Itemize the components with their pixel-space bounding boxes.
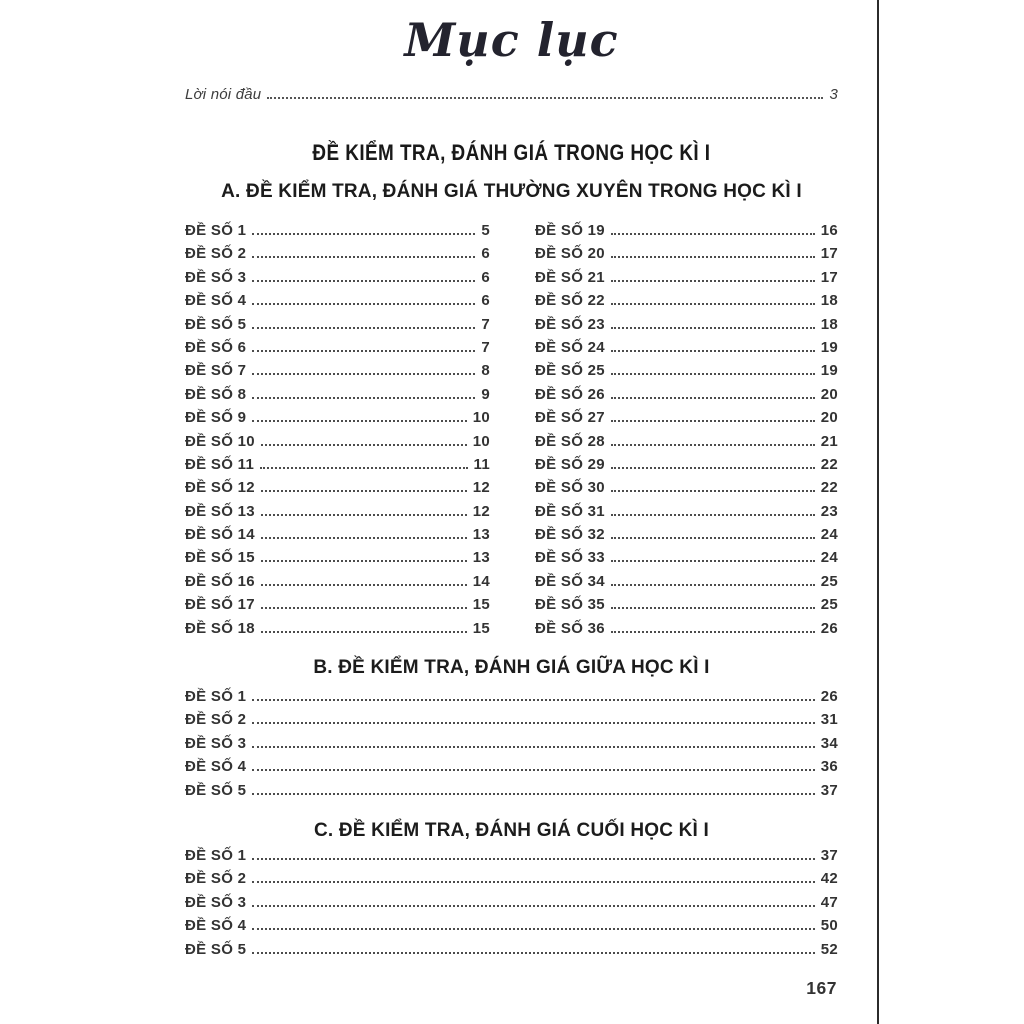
entry-label: ĐỀ SỐ 26	[535, 385, 605, 403]
entry-label: ĐỀ SỐ 6	[185, 338, 247, 356]
entry-page: 8	[481, 362, 490, 380]
dotted-leader	[611, 233, 815, 235]
entry-label: ĐỀ SỐ 5	[185, 781, 247, 799]
entry-page: 6	[481, 268, 490, 286]
section-a-entries	[185, 222, 838, 643]
entry-label: ĐỀ SỐ 25	[535, 362, 605, 380]
dotted-leader	[611, 397, 815, 399]
entry-label: ĐỀ SỐ 3	[185, 268, 247, 286]
dotted-leader	[611, 420, 815, 422]
dotted-leader	[611, 607, 815, 609]
toc-entry	[535, 269, 838, 292]
toc-entry	[185, 870, 838, 893]
entry-page: 17	[820, 268, 838, 286]
entry-page: 19	[820, 362, 838, 380]
entry-label: ĐỀ SỐ 4	[185, 758, 247, 776]
dotted-leader	[611, 327, 815, 329]
entry-label: ĐỀ SỐ 27	[535, 409, 605, 427]
section-heading-a: A. ĐỀ KIỂM TRA, ĐÁNH GIÁ THƯỜNG XUYÊN TRONG HỌC KÌ I	[221, 181, 802, 202]
dotted-leader	[252, 769, 814, 771]
toc-entry	[185, 596, 490, 619]
section-heading-c: C. ĐỀ KIỂM TRA, ĐÁNH GIÁ CUỐI HỌC KÌ I	[314, 820, 709, 841]
entry-label: ĐỀ SỐ 22	[535, 292, 605, 310]
entry-page: 20	[820, 409, 838, 427]
toc-entry	[185, 503, 490, 526]
dotted-leader	[261, 607, 467, 609]
toc-entry	[185, 941, 838, 964]
entry-page: 22	[820, 455, 838, 473]
dotted-leader	[252, 793, 814, 795]
dotted-leader	[261, 584, 467, 586]
entry-page: 17	[820, 245, 838, 263]
dotted-leader	[611, 256, 815, 258]
toc-entry	[185, 688, 838, 711]
toc-entry	[185, 573, 490, 596]
toc-entry	[535, 386, 838, 409]
toc-entry	[535, 596, 838, 619]
entry-label: ĐỀ SỐ 16	[185, 572, 255, 590]
entry-label: ĐỀ SỐ 5	[185, 940, 247, 958]
toc-entry	[535, 409, 838, 432]
dotted-leader	[611, 350, 815, 352]
toc-column-left	[185, 222, 490, 643]
toc-entry	[185, 245, 490, 268]
toc-entry	[185, 479, 490, 502]
entry-page: 14	[472, 572, 490, 590]
dotted-leader	[611, 537, 815, 539]
entry-label: ĐỀ SỐ 2	[185, 711, 247, 729]
dotted-leader	[611, 303, 815, 305]
entry-label: ĐỀ SỐ 15	[185, 549, 255, 567]
entry-label: ĐỀ SỐ 1	[185, 847, 247, 864]
entry-label: ĐỀ SỐ 31	[535, 502, 605, 520]
entry-label: ĐỀ SỐ 18	[185, 619, 255, 637]
dotted-leader	[611, 444, 815, 446]
dotted-leader	[611, 560, 815, 562]
entry-page: 19	[820, 338, 838, 356]
toc-entry	[535, 316, 838, 339]
dotted-leader	[252, 952, 814, 954]
entry-label: ĐỀ SỐ 20	[535, 245, 605, 263]
entry-page: 31	[820, 711, 838, 729]
entry-page: 10	[472, 409, 490, 427]
preface-page: 3	[829, 86, 838, 103]
toc-entry	[535, 362, 838, 385]
entry-page: 16	[820, 222, 838, 239]
entry-page: 7	[481, 338, 490, 356]
dotted-leader	[611, 280, 815, 282]
entry-page: 9	[481, 385, 490, 403]
preface-label: Lời nói đầu	[185, 86, 262, 103]
entry-page: 50	[820, 917, 838, 935]
entry-page: 26	[820, 688, 838, 705]
entry-label: ĐỀ SỐ 36	[535, 619, 605, 637]
page-number-footer: 167	[806, 978, 837, 998]
entry-page: 21	[820, 432, 838, 450]
toc-entry	[535, 222, 838, 245]
entry-page: 13	[472, 526, 490, 544]
toc-entry	[535, 479, 838, 502]
dotted-leader	[267, 97, 823, 99]
toc-entry	[185, 526, 490, 549]
entry-page: 23	[820, 502, 838, 520]
toc-entry	[185, 433, 490, 456]
toc-entry	[535, 549, 838, 572]
section-b-entries	[185, 688, 838, 805]
entry-page: 34	[820, 734, 838, 752]
entry-label: ĐỀ SỐ 7	[185, 362, 247, 380]
toc-entry	[185, 409, 490, 432]
dotted-leader	[252, 397, 475, 399]
dotted-leader	[261, 514, 467, 516]
toc-entry	[185, 549, 490, 572]
entry-label: ĐỀ SỐ 23	[535, 315, 605, 333]
part-title-text: ĐỀ KIỂM TRA, ĐÁNH GIÁ TRONG HỌC KÌ I	[312, 140, 711, 165]
dotted-leader	[261, 631, 467, 633]
dotted-leader	[252, 928, 814, 930]
entry-label: ĐỀ SỐ 13	[185, 502, 255, 520]
entry-page: 37	[820, 847, 838, 864]
entry-label: ĐỀ SỐ 3	[185, 734, 247, 752]
toc-entry	[185, 362, 490, 385]
toc-entry	[185, 316, 490, 339]
toc-entry	[185, 386, 490, 409]
entry-page: 12	[472, 502, 490, 520]
toc-entry	[185, 917, 838, 940]
entry-page: 6	[481, 292, 490, 310]
dotted-leader	[261, 490, 467, 492]
entry-page: 7	[481, 315, 490, 333]
entry-label: ĐỀ SỐ 1	[185, 688, 247, 705]
entry-label: ĐỀ SỐ 21	[535, 268, 605, 286]
entry-label: ĐỀ SỐ 34	[535, 572, 605, 590]
toc-entry	[535, 503, 838, 526]
entry-label: ĐỀ SỐ 11	[185, 455, 255, 473]
dotted-leader	[260, 467, 467, 469]
entry-label: ĐỀ SỐ 2	[185, 245, 247, 263]
preface-row	[185, 86, 838, 108]
entry-page: 25	[820, 572, 838, 590]
entry-page: 11	[473, 455, 490, 473]
toc-entry	[185, 735, 838, 758]
entry-page: 15	[472, 596, 490, 614]
entry-page: 52	[820, 940, 838, 958]
entry-page: 47	[820, 893, 838, 911]
page-title: Mục lục	[404, 13, 619, 67]
toc-entry	[185, 847, 838, 870]
dotted-leader	[611, 490, 815, 492]
entry-label: ĐỀ SỐ 8	[185, 385, 247, 403]
dotted-leader	[252, 280, 475, 282]
toc-entry	[535, 245, 838, 268]
dotted-leader	[252, 905, 814, 907]
entry-page: 42	[820, 870, 838, 888]
dotted-leader	[261, 444, 467, 446]
entry-label: ĐỀ SỐ 5	[185, 315, 247, 333]
entry-label: ĐỀ SỐ 35	[535, 596, 605, 614]
entry-page: 5	[481, 222, 490, 239]
entry-page: 12	[472, 479, 490, 497]
entry-page: 10	[472, 432, 490, 450]
entry-page: 13	[472, 549, 490, 567]
toc-entry	[185, 894, 838, 917]
entry-label: ĐỀ SỐ 10	[185, 432, 255, 450]
toc-entry	[185, 620, 490, 643]
dotted-leader	[252, 722, 814, 724]
entry-label: ĐỀ SỐ 2	[185, 870, 247, 888]
entry-page: 24	[820, 549, 838, 567]
dotted-leader	[252, 858, 814, 860]
dotted-leader	[252, 233, 475, 235]
toc-content	[185, 0, 838, 1024]
dotted-leader	[252, 420, 466, 422]
toc-entry	[185, 758, 838, 781]
dotted-leader	[611, 584, 815, 586]
dotted-leader	[252, 881, 814, 883]
dotted-leader	[252, 373, 475, 375]
toc-entry	[535, 292, 838, 315]
toc-entry	[535, 526, 838, 549]
toc-entry	[185, 292, 490, 315]
dotted-leader	[252, 327, 475, 329]
toc-entry	[535, 433, 838, 456]
entry-label: ĐỀ SỐ 3	[185, 893, 247, 911]
section-heading-b: B. ĐỀ KIỂM TRA, ĐÁNH GIÁ GIỮA HỌC KÌ I	[313, 657, 710, 678]
toc-entry	[535, 339, 838, 362]
entry-page: 37	[820, 781, 838, 799]
entry-page: 36	[820, 758, 838, 776]
dotted-leader	[611, 373, 815, 375]
entry-page: 18	[820, 315, 838, 333]
entry-page: 25	[820, 596, 838, 614]
entry-label: ĐỀ SỐ 14	[185, 526, 255, 544]
part-title	[185, 139, 838, 166]
dotted-leader	[611, 631, 815, 633]
entry-label: ĐỀ SỐ 19	[535, 222, 605, 239]
dotted-leader	[252, 256, 475, 258]
entry-label: ĐỀ SỐ 29	[535, 455, 605, 473]
dotted-leader	[611, 467, 815, 469]
dotted-leader	[261, 537, 467, 539]
entry-label: ĐỀ SỐ 9	[185, 409, 247, 427]
dotted-leader	[252, 746, 814, 748]
entry-label: ĐỀ SỐ 1	[185, 222, 247, 239]
entry-label: ĐỀ SỐ 24	[535, 338, 605, 356]
toc-entry	[185, 782, 838, 805]
toc-entry	[185, 339, 490, 362]
entry-label: ĐỀ SỐ 12	[185, 479, 255, 497]
toc-entry	[185, 456, 490, 479]
toc-entry	[185, 711, 838, 734]
entry-label: ĐỀ SỐ 32	[535, 526, 605, 544]
entry-label: ĐỀ SỐ 28	[535, 432, 605, 450]
toc-entry	[535, 620, 838, 643]
entry-page: 15	[472, 619, 490, 637]
toc-column-right	[535, 222, 838, 643]
entry-page: 26	[820, 619, 838, 637]
entry-page: 24	[820, 526, 838, 544]
dotted-leader	[252, 350, 475, 352]
entry-page: 20	[820, 385, 838, 403]
dotted-leader	[261, 560, 467, 562]
dotted-leader	[252, 303, 475, 305]
entry-label: ĐỀ SỐ 30	[535, 479, 605, 497]
entry-page: 22	[820, 479, 838, 497]
toc-entry	[185, 269, 490, 292]
section-c-entries	[185, 847, 838, 964]
entry-page: 18	[820, 292, 838, 310]
entry-page: 6	[481, 245, 490, 263]
dotted-leader	[611, 514, 815, 516]
scan-edge-line	[877, 0, 879, 1024]
toc-entry	[535, 456, 838, 479]
entry-label: ĐỀ SỐ 4	[185, 917, 247, 935]
entry-label: ĐỀ SỐ 4	[185, 292, 247, 310]
entry-label: ĐỀ SỐ 17	[185, 596, 255, 614]
toc-entry	[535, 573, 838, 596]
toc-entry	[185, 222, 490, 245]
entry-label: ĐỀ SỐ 33	[535, 549, 605, 567]
dotted-leader	[252, 699, 814, 701]
